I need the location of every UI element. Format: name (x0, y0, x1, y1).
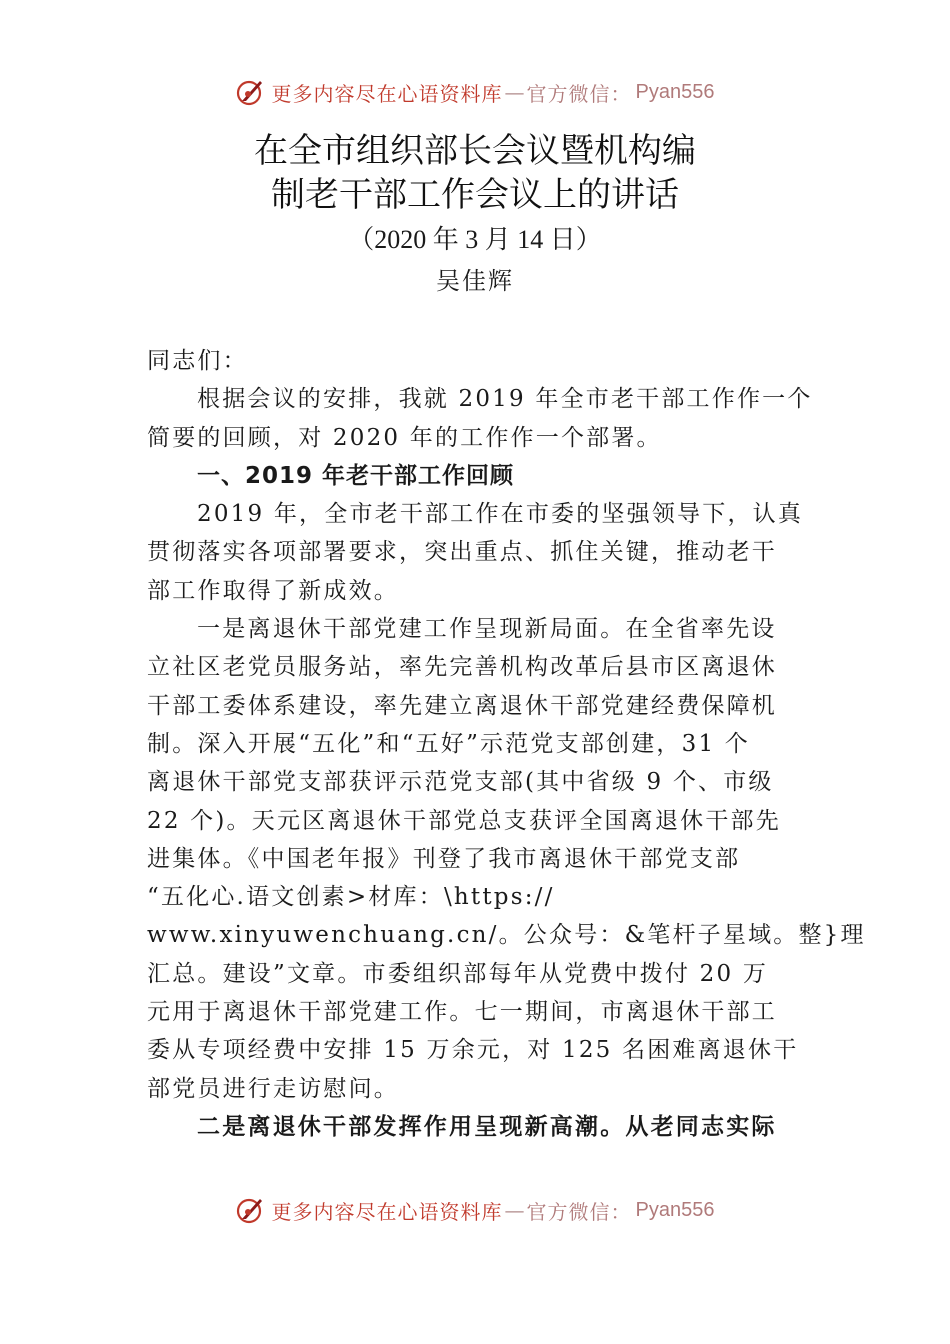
body-line: 部党员进行走访慰问。 (147, 1075, 399, 1102)
section-heading: 一、2019 年老干部工作回顾 (197, 462, 515, 489)
banner-separator: — (504, 1198, 525, 1222)
body-line: 一是离退休干部党建工作呈现新局面。在全省率先设 (197, 616, 777, 643)
body-line: 元用于离退休干部党建工作。七一期间，市离退休干部工 (147, 999, 777, 1026)
body-line: 22 个)。天元区离退休干部党总支获评全国离退休干部先 (147, 807, 781, 834)
doc-body (147, 342, 866, 1146)
banner-wechat-id: Pyan556 (635, 80, 715, 103)
banner-separator: — (504, 80, 525, 104)
body-line: www.xinyuwenchuang.cn/。公众号：&笔杆子星域。整}理 (147, 922, 866, 949)
footer-banner (0, 1190, 950, 1230)
quill-logo-icon (236, 77, 266, 107)
body-line: 进集体。《中国老年报》刊登了我市离退休干部党支部 (147, 845, 741, 872)
greeting: 同志们： (147, 348, 248, 374)
doc-date: （2020 年 3 月 14 日） (348, 225, 602, 254)
body-line: 贯彻落实各项部署要求，突出重点、抓住关键，推动老干 (147, 539, 777, 566)
banner-text: 更多内容尽在心语资料库 (271, 81, 503, 106)
body-line: 干部工委体系建设，率先建立离退休干部党建经费保障机 (147, 692, 777, 719)
body-line: 委从专项经费中安排 15 万余元，对 125 名困难离退休干 (147, 1037, 799, 1064)
banner-wechat-label: 官方微信： (526, 1199, 632, 1224)
doc-author: 吴佳辉 (436, 267, 514, 295)
banner-wechat-id: Pyan556 (635, 1198, 715, 1221)
body-line: 根据会议的安排，我就 2019 年全市老干部工作作一个 (197, 386, 813, 413)
doc-title-line-2: 制老干部工作会议上的讲话 (271, 175, 679, 215)
body-line: 汇总。建设”文章。市委组织部每年从党费中拨付 20 万 (147, 960, 769, 987)
banner-text: 更多内容尽在心语资料库 (271, 1199, 503, 1224)
body-line: “五化心.语文创素>材库：\https:// (147, 884, 555, 911)
doc-title-line-1: 在全市组织部长会议暨机构编 (254, 131, 696, 171)
body-line: 离退休干部党支部获评示范党支部(其中省级 9 个、市级 (147, 769, 774, 796)
body-line: 部工作取得了新成效。 (147, 577, 399, 604)
body-line: 简要的回顾，对 2020 年的工作作一个部署。 (147, 424, 662, 451)
quill-logo-icon (236, 1195, 266, 1225)
header-banner (0, 72, 950, 112)
body-line: 制。深入开展“五化”和“五好”示范党支部创建，31 个 (147, 730, 751, 757)
body-line: 二是离退休干部发挥作用呈现新高潮。从老同志实际 (197, 1112, 777, 1140)
body-line: 立社区老党员服务站，率先完善机构改革后县市区离退休 (147, 654, 777, 681)
banner-wechat-label: 官方微信： (526, 81, 632, 106)
body-line: 2019 年，全市老干部工作在市委的坚强领导下，认真 (197, 501, 804, 528)
